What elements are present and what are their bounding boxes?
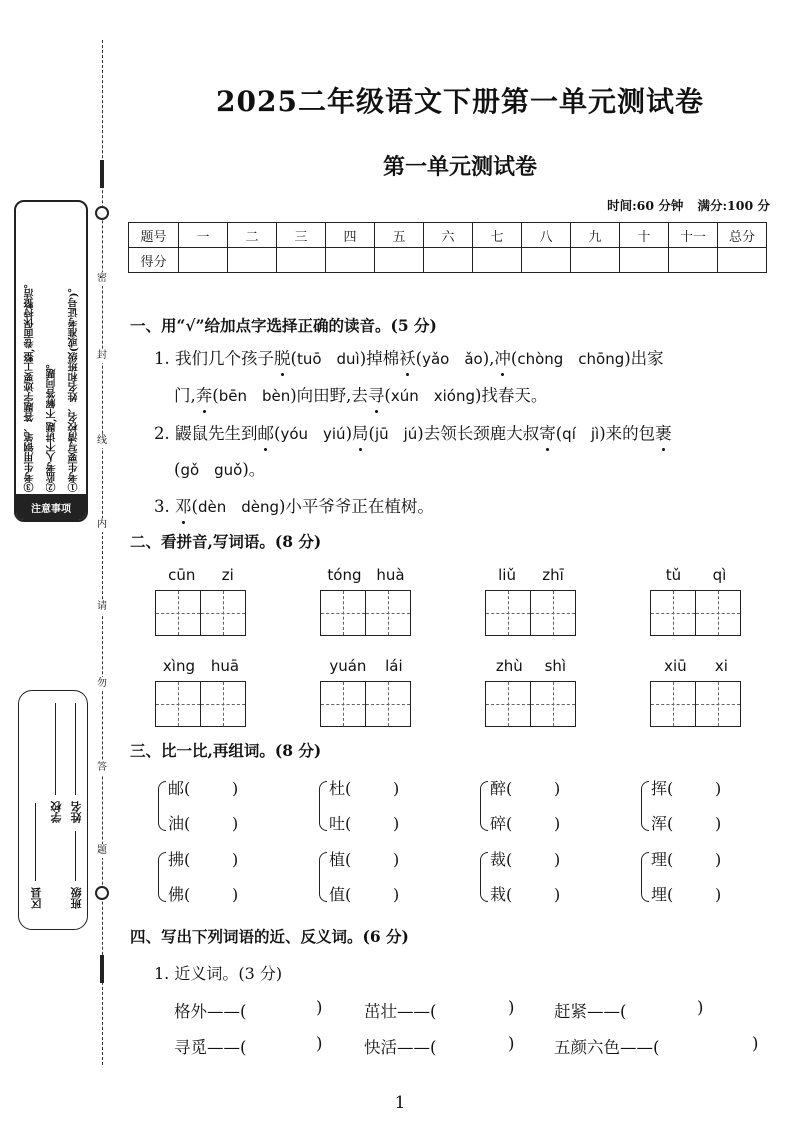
pinyin-group bbox=[155, 657, 247, 727]
seal-char: 封 bbox=[97, 350, 107, 361]
compare-row[interactable] bbox=[651, 847, 721, 870]
pinyin-label bbox=[155, 566, 247, 586]
writing-box[interactable] bbox=[650, 590, 696, 636]
q4-sub1: 1. 近义词。(3 分) bbox=[154, 964, 283, 983]
compare-close: ) bbox=[715, 779, 722, 798]
q1-line bbox=[174, 382, 547, 406]
compare-row[interactable] bbox=[651, 811, 721, 834]
brace bbox=[319, 852, 327, 902]
q1-text: ( bbox=[384, 386, 391, 405]
compare-word: 醉( bbox=[490, 779, 513, 798]
score-table-header: 题号 bbox=[129, 223, 179, 248]
pinyin-syllable: liǔ bbox=[498, 566, 516, 584]
writing-box[interactable] bbox=[155, 681, 201, 727]
tian-grid bbox=[650, 681, 742, 727]
compare-close: ) bbox=[393, 779, 400, 798]
compare-word: 挥( bbox=[651, 779, 674, 798]
compare-row[interactable] bbox=[168, 847, 238, 870]
pinyin-syllable: zhù bbox=[495, 657, 523, 675]
pinyin-syllable: shì bbox=[544, 657, 567, 675]
q1-text: ( bbox=[368, 424, 375, 443]
pinyin-group bbox=[320, 566, 412, 636]
q1-text: 掉棉 bbox=[366, 349, 400, 368]
pinyin-options[interactable]: bēn bèn bbox=[218, 387, 291, 405]
compare-word: 浑( bbox=[651, 814, 674, 833]
pinyin-options[interactable]: yǎo ǎo bbox=[422, 350, 483, 368]
compare-row[interactable] bbox=[490, 847, 560, 870]
synonym-item: 寻觅——( bbox=[174, 1038, 247, 1057]
seal-char: 密 bbox=[97, 273, 107, 284]
synonym-answer-close[interactable]: ) bbox=[697, 998, 704, 1017]
q1-text: )找春天。 bbox=[474, 386, 548, 405]
seal-char: 题 bbox=[97, 845, 107, 856]
seal-char: 勿 bbox=[97, 678, 107, 689]
compare-close: ) bbox=[715, 814, 722, 833]
dotted-char: 邓 bbox=[175, 493, 192, 517]
score-table-col: 三 bbox=[277, 223, 326, 248]
score-cell[interactable] bbox=[277, 248, 326, 273]
q4-heading: 四、写出下列词语的近、反义词。(6 分) bbox=[130, 927, 409, 946]
score-table-col: 六 bbox=[424, 223, 473, 248]
dotted-char: 奔 bbox=[196, 382, 213, 406]
exam-full-score: 满分:100 分 bbox=[697, 198, 770, 213]
notice-line: ③考生用钢笔、答题字迹要工整,卷面保持整洁。 bbox=[25, 278, 36, 492]
synonym-item: 赶紧——( bbox=[554, 1002, 627, 1021]
score-cell[interactable] bbox=[718, 248, 767, 273]
compare-pair bbox=[319, 846, 429, 908]
compare-word: 理( bbox=[651, 850, 674, 869]
compare-word: 拂( bbox=[168, 850, 191, 869]
writing-box[interactable] bbox=[366, 681, 411, 727]
compare-word: 碎( bbox=[490, 814, 513, 833]
q1-text: )。 bbox=[242, 460, 266, 479]
compare-close: ) bbox=[393, 850, 400, 869]
synonym-answer-close[interactable]: ) bbox=[316, 998, 323, 1017]
name-label: 姓名 bbox=[70, 801, 83, 823]
compare-pair bbox=[641, 775, 751, 837]
q1-line bbox=[154, 420, 672, 444]
compare-word: 植( bbox=[329, 850, 352, 869]
pinyin-syllable: cūn bbox=[168, 566, 196, 584]
dotted-char: 寻 bbox=[368, 382, 385, 406]
pinyin-label bbox=[320, 657, 412, 677]
pinyin-group bbox=[485, 566, 577, 636]
score-cell[interactable] bbox=[375, 248, 424, 273]
compare-pair bbox=[480, 846, 590, 908]
synonym-answer-close[interactable]: ) bbox=[316, 1034, 323, 1053]
compare-close: ) bbox=[232, 850, 239, 869]
student-info-box bbox=[18, 690, 88, 930]
q3-heading: 三、比一比,再组词。(8 分) bbox=[130, 741, 322, 760]
notice-box bbox=[14, 200, 88, 522]
writing-box[interactable] bbox=[366, 590, 411, 636]
compare-row[interactable] bbox=[168, 811, 238, 834]
pinyin-syllable: xìng bbox=[162, 657, 195, 675]
compare-row[interactable] bbox=[329, 882, 399, 905]
q2-heading: 二、看拼音,写词语。(8 分) bbox=[130, 532, 322, 551]
notice-line: ②监考人不讲题,不解答问题。 bbox=[47, 358, 58, 492]
dotted-char: 袄 bbox=[399, 345, 416, 369]
score-table-col: 七 bbox=[473, 223, 522, 248]
q1-text: )小平爷爷正在植树。 bbox=[278, 497, 434, 516]
writing-box[interactable] bbox=[531, 681, 576, 727]
score-cell[interactable] bbox=[473, 248, 522, 273]
compare-row[interactable] bbox=[651, 776, 721, 799]
synonym-item: 格外——( bbox=[174, 1002, 247, 1021]
q1-text: ( bbox=[415, 349, 423, 368]
compare-row[interactable] bbox=[651, 882, 721, 905]
q1-line bbox=[154, 493, 434, 517]
score-table-col: 二 bbox=[228, 223, 277, 248]
writing-box[interactable] bbox=[531, 590, 576, 636]
pinyin-group bbox=[485, 657, 577, 727]
synonym-item: 五颜六色——( bbox=[554, 1038, 660, 1057]
school-field[interactable] bbox=[55, 703, 56, 795]
q1-text: )向田野,去 bbox=[290, 386, 368, 405]
writing-box[interactable] bbox=[485, 681, 531, 727]
q1-text: ( bbox=[555, 424, 563, 443]
score-cell[interactable] bbox=[228, 248, 277, 273]
score-table-col: 五 bbox=[375, 223, 424, 248]
compare-row[interactable] bbox=[168, 776, 238, 799]
score-cell[interactable] bbox=[669, 248, 718, 273]
seal-char: 线 bbox=[97, 435, 107, 446]
compare-row[interactable] bbox=[329, 811, 399, 834]
exam-time: 时间:60 分钟 bbox=[607, 198, 684, 213]
writing-box[interactable] bbox=[320, 590, 366, 636]
margin-dash bbox=[100, 955, 104, 983]
synonym-answer-close[interactable]: ) bbox=[508, 998, 515, 1017]
synonym-item: 快活——( bbox=[364, 1038, 437, 1057]
writing-box[interactable] bbox=[696, 590, 741, 636]
score-table-col: 十 bbox=[620, 223, 669, 248]
writing-box[interactable] bbox=[485, 590, 531, 636]
q1-heading: 一、用“√”给加点字选择正确的读音。(5 分) bbox=[130, 316, 437, 335]
q1-text: ( bbox=[174, 460, 181, 479]
compare-close: ) bbox=[393, 814, 400, 833]
compare-pair bbox=[641, 846, 751, 908]
tian-grid bbox=[485, 590, 577, 636]
pinyin-label bbox=[650, 566, 742, 586]
compare-row[interactable] bbox=[490, 776, 560, 799]
score-cell[interactable] bbox=[424, 248, 473, 273]
score-row-label: 得分 bbox=[129, 248, 179, 273]
brace bbox=[480, 781, 488, 831]
writing-box[interactable] bbox=[650, 681, 696, 727]
dotted-char: 寄 bbox=[539, 420, 556, 444]
pinyin-label bbox=[485, 657, 577, 677]
synonym-answer-close[interactable]: ) bbox=[752, 1034, 759, 1053]
q1-text: 门, bbox=[174, 386, 196, 405]
writing-box[interactable] bbox=[696, 681, 741, 727]
brace bbox=[480, 852, 488, 902]
compare-pair bbox=[158, 846, 268, 908]
pinyin-syllable: lái bbox=[385, 657, 403, 675]
score-table-col: 一 bbox=[179, 223, 228, 248]
dotted-char: 脱 bbox=[274, 345, 291, 369]
pinyin-label bbox=[485, 566, 577, 586]
q1-text: 2. 鼹鼠先生到 bbox=[154, 424, 258, 443]
dotted-char: 局 bbox=[352, 420, 369, 444]
compare-word: 杜( bbox=[329, 779, 352, 798]
writing-box[interactable] bbox=[320, 681, 366, 727]
score-table-col: 九 bbox=[571, 223, 620, 248]
binding-hole bbox=[95, 886, 109, 900]
name-field[interactable] bbox=[75, 703, 76, 795]
notice-title: 注意事项 bbox=[16, 494, 86, 520]
q1-text: ( bbox=[510, 349, 518, 368]
compare-word: 邮( bbox=[168, 779, 191, 798]
compare-row[interactable] bbox=[329, 847, 399, 870]
writing-box[interactable] bbox=[155, 590, 201, 636]
pinyin-syllable: huā bbox=[210, 657, 240, 675]
pinyin-syllable: tǔ bbox=[665, 566, 682, 584]
seal-char: 内 bbox=[97, 519, 107, 530]
score-cell[interactable] bbox=[522, 248, 571, 273]
pinyin-syllable: zhī bbox=[542, 566, 564, 584]
tian-grid bbox=[485, 681, 577, 727]
compare-close: ) bbox=[554, 779, 561, 798]
compare-word: 值( bbox=[329, 885, 352, 904]
pinyin-group bbox=[320, 657, 412, 727]
compare-word: 吐( bbox=[329, 814, 352, 833]
page-number: 1 bbox=[394, 1093, 406, 1113]
pinyin-options[interactable]: tuō duì bbox=[296, 350, 360, 368]
page-title: 2025二年级语文下册第一单元测试卷 bbox=[216, 85, 704, 118]
compare-close: ) bbox=[715, 885, 722, 904]
compare-row[interactable] bbox=[490, 882, 560, 905]
q1-line bbox=[154, 345, 664, 369]
brace bbox=[158, 781, 166, 831]
tian-grid bbox=[155, 590, 247, 636]
q1-text: )来的包 bbox=[599, 424, 656, 443]
q1-text: ( bbox=[191, 497, 198, 516]
tian-grid bbox=[155, 681, 247, 727]
pinyin-options[interactable]: chòng chōng bbox=[517, 350, 625, 368]
pinyin-options[interactable]: xún xióng bbox=[390, 387, 475, 405]
q1-text: ), bbox=[482, 349, 495, 368]
compare-word: 油( bbox=[168, 814, 191, 833]
score-cell[interactable] bbox=[571, 248, 620, 273]
q1-line bbox=[174, 456, 265, 480]
compare-pair bbox=[158, 775, 268, 837]
dotted-char: 冲 bbox=[494, 345, 511, 369]
score-table-col: 十一 bbox=[669, 223, 718, 248]
pinyin-group bbox=[650, 566, 742, 636]
tian-grid bbox=[650, 590, 742, 636]
score-table-col: 总分 bbox=[718, 223, 767, 248]
score-cell[interactable] bbox=[179, 248, 228, 273]
compare-word: 埋( bbox=[651, 885, 674, 904]
brace bbox=[319, 781, 327, 831]
writing-box[interactable] bbox=[201, 590, 246, 636]
score-table-col: 八 bbox=[522, 223, 571, 248]
seal-char: 答 bbox=[97, 762, 107, 773]
compare-close: ) bbox=[554, 885, 561, 904]
notice-line: ①考生要写清校名、姓名和班级(或准考证号)。 bbox=[69, 282, 80, 492]
writing-box[interactable] bbox=[201, 681, 246, 727]
synonym-answer-close[interactable]: ) bbox=[508, 1034, 515, 1053]
compare-row[interactable] bbox=[490, 811, 560, 834]
pinyin-options[interactable]: qí jì bbox=[562, 425, 600, 443]
binding-hole bbox=[95, 206, 109, 220]
class-label: 班级 bbox=[70, 887, 83, 909]
compare-pair bbox=[319, 775, 429, 837]
compare-word: 裁( bbox=[490, 850, 513, 869]
tian-grid bbox=[320, 590, 412, 636]
tian-grid bbox=[320, 681, 412, 727]
pinyin-syllable: xiū bbox=[664, 657, 687, 675]
pinyin-syllable: huà bbox=[376, 566, 405, 584]
compare-close: ) bbox=[393, 885, 400, 904]
pinyin-syllable: qì bbox=[712, 566, 727, 584]
compare-row[interactable] bbox=[329, 776, 399, 799]
q1-text: ) bbox=[345, 424, 352, 443]
pinyin-label bbox=[320, 566, 412, 586]
pinyin-label bbox=[650, 657, 742, 677]
compare-pair bbox=[480, 775, 590, 837]
pinyin-syllable: tóng bbox=[327, 566, 362, 584]
dotted-char: 裹 bbox=[655, 420, 672, 444]
synonym-item: 茁壮——( bbox=[364, 1002, 437, 1021]
score-cell[interactable] bbox=[620, 248, 669, 273]
compare-close: ) bbox=[554, 850, 561, 869]
pinyin-options[interactable]: gǒ guǒ bbox=[180, 461, 243, 479]
q1-text: ) bbox=[359, 349, 367, 368]
compare-close: ) bbox=[232, 779, 239, 798]
q1-text: 1. 我们几个孩子 bbox=[154, 349, 274, 368]
compare-word: 佛( bbox=[168, 885, 191, 904]
brace bbox=[158, 852, 166, 902]
q1-text: ( bbox=[212, 386, 219, 405]
district-field[interactable] bbox=[35, 803, 36, 881]
seal-char: 请 bbox=[97, 601, 107, 612]
compare-word: 栽( bbox=[490, 885, 513, 904]
pinyin-syllable: yuán bbox=[329, 657, 367, 675]
exam-meta bbox=[593, 196, 770, 214]
compare-close: ) bbox=[715, 850, 722, 869]
pinyin-options[interactable]: yóu yiú bbox=[280, 425, 346, 443]
score-table-col: 四 bbox=[326, 223, 375, 248]
q1-text: )出家 bbox=[624, 349, 664, 368]
brace bbox=[641, 852, 649, 902]
margin-dash bbox=[100, 160, 104, 188]
fold-line bbox=[102, 40, 103, 1065]
page-subtitle: 第一单元测试卷 bbox=[382, 154, 537, 180]
score-cell[interactable] bbox=[326, 248, 375, 273]
class-field[interactable] bbox=[75, 831, 76, 881]
pinyin-options[interactable]: dèn dèng bbox=[197, 498, 279, 516]
score-table bbox=[128, 222, 767, 273]
q1-text: 3. bbox=[154, 497, 175, 516]
district-label: 区县 bbox=[30, 887, 43, 909]
compare-close: ) bbox=[232, 885, 239, 904]
pinyin-group bbox=[155, 566, 247, 636]
brace bbox=[641, 781, 649, 831]
compare-close: ) bbox=[232, 814, 239, 833]
q1-text: ( bbox=[290, 349, 297, 368]
q1-text: ( bbox=[274, 424, 281, 443]
pinyin-syllable: xi bbox=[714, 657, 728, 675]
compare-close: ) bbox=[554, 814, 561, 833]
q1-text: )去领长颈鹿大叔 bbox=[417, 424, 540, 443]
dotted-char: 邮 bbox=[258, 420, 275, 444]
school-label: 学校 bbox=[50, 801, 63, 823]
compare-row[interactable] bbox=[168, 882, 238, 905]
pinyin-options[interactable]: jū jú bbox=[374, 425, 418, 443]
pinyin-label bbox=[155, 657, 247, 677]
pinyin-group bbox=[650, 657, 742, 727]
pinyin-syllable: zi bbox=[221, 566, 234, 584]
